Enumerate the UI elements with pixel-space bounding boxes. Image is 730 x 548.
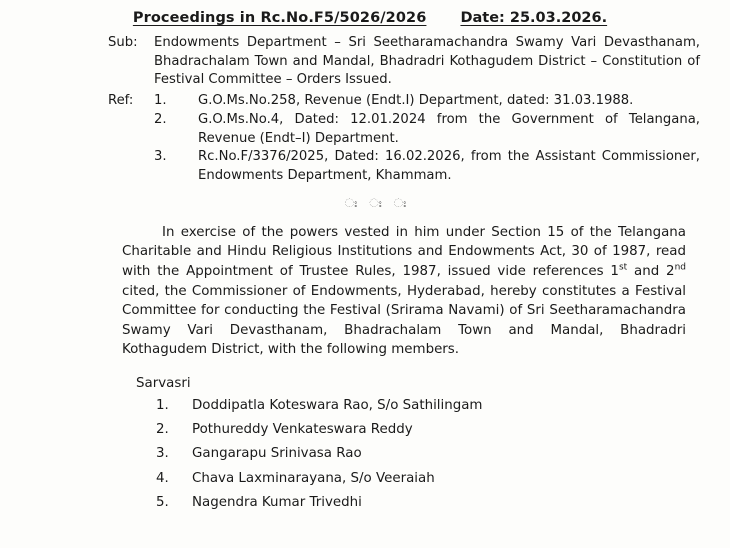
member-name: Nagendra Kumar Trivedhi: [192, 494, 362, 510]
main-paragraph-part1: In exercise of the powers vested in him under Section 15 of the Telangana Charitable and Hindu Religious Institutions and Endowments Act, 30 of 1987, read with the Appointment of Trustee Rules, 1987, issued vide references 1: [122, 224, 686, 279]
member-number: 5.: [156, 494, 169, 510]
reference-block: [14, 92, 716, 186]
subject-label: Sub:: [108, 35, 138, 50]
subject-text: Endowments Department – Sri Seetharamachandra Swamy Vari Devasthanam, Bhadrachalam Town and Mandal, Bhadradri Kothagudem District – Constitution of Festival Committee – Orders Issued.: [154, 35, 700, 88]
reference-number: 1.: [154, 93, 167, 109]
ordinal-suffix-first: st: [618, 262, 628, 273]
list-item: [156, 445, 716, 464]
list-item: [154, 92, 716, 111]
list-item: [154, 111, 716, 148]
member-name: Gangarapu Srinivasa Rao: [192, 446, 362, 462]
reference-text: G.O.Ms.No.4, Dated: 12.01.2024 from the Government of Telangana, Revenue (Endt–I) Department.: [198, 111, 700, 146]
ordinal-suffix-second: nd: [674, 262, 686, 273]
member-name: Pothureddy Venkateswara Reddy: [192, 422, 413, 438]
list-item: [156, 397, 716, 416]
list-item: [156, 421, 716, 440]
proceedings-date: Date: 25.03.2026.: [460, 10, 608, 26]
proceedings-number: Proceedings in Rc.No.F5/5026/2026: [132, 10, 427, 26]
main-paragraph-part2: and 2: [627, 264, 675, 279]
main-paragraph: [14, 223, 716, 360]
reference-label: Ref:: [108, 93, 134, 109]
member-number: 1.: [156, 397, 169, 413]
sarvasri-label: Sarvasri: [136, 375, 191, 391]
list-item: [154, 148, 716, 185]
member-number: 3.: [156, 446, 169, 462]
main-paragraph-part3: cited, the Commissioner of Endowments, Hyderabad, hereby constitutes a Festival Committee for conducting the Festival (Srirama Navami) of Sri Seetharamachandra Swamy Vari Devasthanam, Bhadrachalam Town and Mandal, Bhadradri Kothagudem District, with the following members.: [122, 283, 686, 358]
list-item: [156, 494, 716, 513]
reference-number: 3.: [154, 149, 167, 165]
document-header: [10, 0, 730, 30]
member-name: Chava Laxminarayana, S/o Veeraiah: [192, 470, 435, 486]
ornament-divider: ಃ ಃ ಃ: [344, 195, 416, 210]
reference-number: 2.: [154, 111, 167, 127]
member-number: 2.: [156, 422, 169, 438]
document-body: [0, 30, 730, 513]
reference-list: [154, 92, 716, 186]
members-list: [14, 397, 716, 513]
reference-text: Rc.No.F/3376/2025, Dated: 16.02.2026, from the Assistant Commissioner, Endowments Department, Khammam.: [198, 149, 700, 184]
member-number: 4.: [156, 470, 169, 486]
list-item: [156, 470, 716, 489]
subject-block: [14, 34, 716, 90]
member-name: Doddipatla Koteswara Rao, S/o Sathilingam: [192, 397, 483, 413]
reference-text: G.O.Ms.No.258, Revenue (Endt.I) Department, dated: 31.03.1988.: [198, 93, 634, 109]
